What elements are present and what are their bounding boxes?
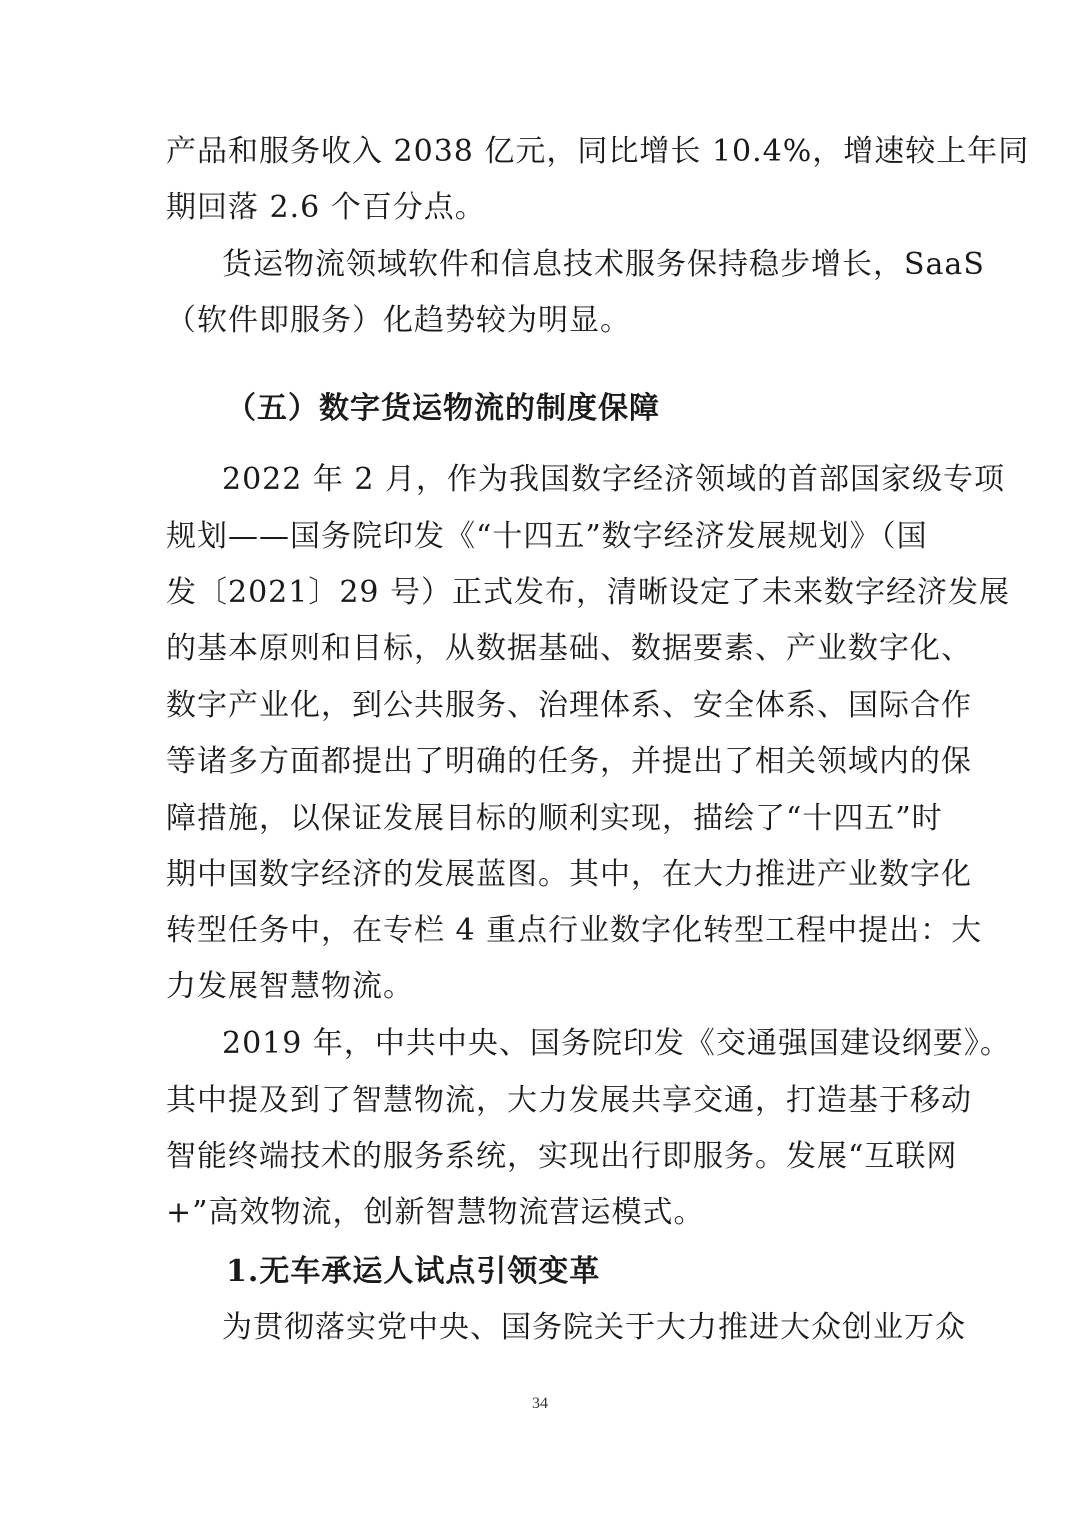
text-line: 数字产业化，到公共服务、治理体系、安全体系、国际合作: [166, 688, 972, 723]
text-line: 2022 年 2 月，作为我国数字经济领域的首部国家级专项: [222, 462, 1006, 497]
text-line: 产品和服务收入 2038 亿元，同比增长 10.4%，增速较上年同: [166, 134, 1030, 169]
text-line: 发〔2021〕29 号）正式发布，清晰设定了未来数字经济发展: [166, 575, 1011, 610]
text-line: 2019 年，中共中央、国务院印发《交通强国建设纲要》。: [222, 1026, 1011, 1061]
text-line: 等诸多方面都提出了明确的任务，并提出了相关领域内的保: [166, 744, 972, 779]
text-line: （软件即服务）化趋势较为明显。: [166, 303, 631, 338]
text-line: 期回落 2.6 个百分点。: [166, 190, 486, 225]
text-line: 力发展智慧物流。: [166, 969, 414, 1004]
text-line: 其中提及到了智慧物流，大力发展共享交通，打造基于移动: [166, 1083, 972, 1118]
text-line: 货运物流领域软件和信息技术服务保持稳步增长，SaaS: [222, 247, 985, 282]
text-line: 期中国数字经济的发展蓝图。其中，在大力推进产业数字化: [166, 857, 972, 892]
page-number: 34: [532, 1395, 548, 1412]
text-line: 规划——国务院印发《“十四五”数字经济发展规划》（国: [166, 519, 928, 554]
text-line: 智能终端技术的服务系统，实现出行即服务。发展“互联网: [166, 1139, 958, 1174]
text-line: 障措施，以保证发展目标的顺利实现，描绘了“十四五”时: [166, 801, 943, 836]
text-line: 的基本原则和目标，从数据基础、数据要素、产业数字化、: [166, 631, 972, 666]
text-line: +”高效物流，创新智慧物流营运模式。: [166, 1195, 705, 1230]
text-line: 为贯彻落实党中央、国务院关于大力推进大众创业万众: [222, 1310, 966, 1345]
text-line: 转型任务中，在专栏 4 重点行业数字化转型工程中提出：大: [166, 913, 983, 948]
subsection-heading: 1.无车承运人试点引领变革: [226, 1254, 601, 1289]
section-heading: （五）数字货运物流的制度保障: [226, 391, 660, 426]
